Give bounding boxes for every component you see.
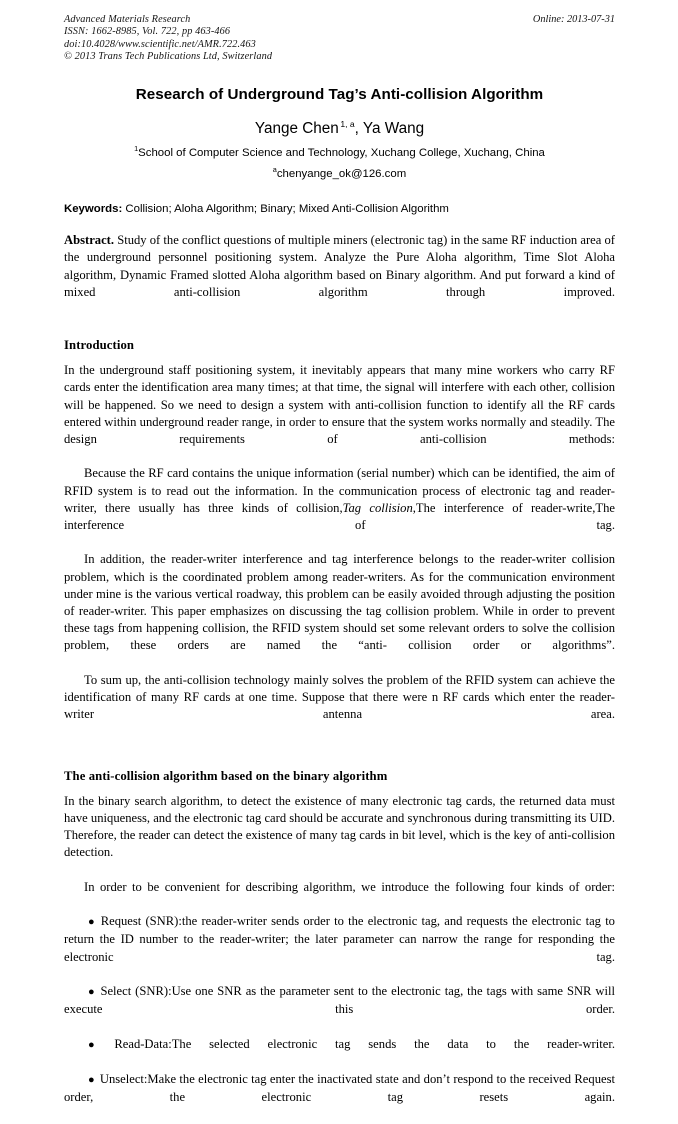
intro-paragraph-2	[64, 465, 615, 551]
bullet-icon: ●	[88, 1073, 95, 1086]
email-address: chenyange_ok@126.com	[276, 168, 407, 181]
affiliation-text: School of Computer Science and Technology, Xuchang College, Xuchang, China	[138, 147, 545, 160]
order-bullet-select	[64, 983, 615, 1036]
journal-copyright-line: © 2013 Trans Tech Publications Ltd, Switzerland	[64, 50, 273, 62]
order-bullet-select-text: Select (SNR):Use one SNR as the parameter sent to the electronic tag, the tags with same SNR will execute this order.	[64, 983, 615, 1017]
author-list	[64, 119, 615, 138]
binary-paragraph-2: In order to be convenient for describing algorithm, we introduce the following four kinds of order:	[84, 879, 615, 894]
intro-paragraph-4: To sum up, the anti-collision technology mainly solves the problem of the RFID system can achieve the identification of many RF cards at one time. Suppose that there were n RF cards which enter the reader-writer antenna area.	[64, 672, 615, 722]
keywords-label: Keywords:	[64, 203, 123, 216]
author-name-1: Yange Chen	[254, 120, 339, 138]
order-bullet-read-data-text: Read-Data:The selected electronic tag sends the data to the reader-writer.	[114, 1036, 615, 1051]
journal-header	[64, 14, 615, 63]
section-heading-introduction: Introduction	[64, 338, 135, 353]
section-heading-binary-algorithm: The anti-collision algorithm based on the binary algorithm	[64, 768, 388, 783]
bullet-icon: ●	[88, 1038, 110, 1051]
order-bullet-request	[64, 913, 615, 983]
abstract-label: Abstract.	[64, 233, 115, 248]
online-publication-date: Online: 2013-07-31	[532, 14, 615, 25]
keywords-text: Collision; Aloha Algorithm; Binary; Mixed Anti-Collision Algorithm	[122, 203, 449, 216]
author-name-2: Ya Wang	[362, 120, 425, 138]
email-line	[64, 167, 615, 181]
email-marker: a	[272, 165, 277, 175]
journal-header-left	[64, 14, 464, 63]
abstract-paragraph	[64, 232, 615, 318]
affiliation-marker: 1	[134, 144, 139, 154]
abstract-text: Study of the conflict questions of multiple miners (electronic tag) in the same RF induction area of the underground personnel positioning system. Analyze the Pure Aloha algorithm, Time Slot Aloha algorithm, Dynamic Framed slotted Aloha algorithm based on Binary algorithm. And put forward a kind of mixed anti-collision algorithm through improved.	[64, 233, 615, 299]
intro-paragraph-1: In the underground staff positioning system, it inevitably appears that many mine workers who carry RF cards enter the identification area many times; at that time, the signal will interfere with each other, collision will be happened. So we need to design a system with anti-collision function to identify all the RF cards entered within underground reader range, in order to ensure that the system works normally and steadily. The design requirements of anti-collision methods:	[64, 363, 615, 447]
bullet-icon: ●	[88, 985, 96, 998]
author-separator: ,	[354, 120, 363, 138]
affiliation-line	[64, 146, 615, 160]
intro-paragraph-3: In addition, the reader-writer interference and tag interference belongs to the reader-writer collision problem, which is the coordinated problem among reader-writers. As for the communication environment under mine is the various vertical roadway, this problem can be easily avoided through adjusting the position of reader-writer. This paper emphasizes on discussing the tag collision problem. While in order to prevent these tags from happening collision, the RFID system should set some relevant orders to solve the collision problem, these orders are named the “anti- collision order or algorithms”.	[64, 552, 615, 653]
author-1-affiliation-marker: 1, a	[340, 119, 355, 130]
order-bullet-unselect	[64, 1071, 615, 1124]
journal-issn-line: ISSN: 1662-8985, Vol. 722, pp 463-466	[64, 26, 231, 38]
journal-doi-line: doi:10.4028/www.scientific.net/AMR.722.463	[64, 38, 256, 50]
bullet-icon: ●	[88, 916, 96, 929]
keywords-line	[64, 202, 615, 216]
order-bullet-request-text: Request (SNR):the reader-writer sends order to the electronic tag, and requests the electronic tag to return the ID number to the reader-writer; the later parameter can narrow the range for responding the electronic tag.	[64, 914, 615, 964]
page-title: Research of Underground Tag’s Anti-collision Algorithm	[135, 86, 544, 104]
intro-italic-phrase: Tag collision	[342, 500, 413, 515]
intro-paragraph-2-tail: ,The interference of reader-write,The interference of tag.	[64, 500, 615, 533]
order-bullet-unselect-text: Unselect:Make the electronic tag enter the inactivated state and don’t respond to the received Request order, the electronic tag resets again.	[64, 1071, 615, 1105]
journal-name: Advanced Materials Research	[64, 14, 191, 25]
binary-paragraph-1: In the binary search algorithm, to detect the existence of many electronic tag cards, the returned data must have uniqueness, and the electronic tag card should be accurate and synchronous during transmitting its UID. Therefore, the reader can detect the existence of many tag cards in bit level, which is the key of anti-collision detection.	[64, 793, 615, 860]
order-bullet-read-data	[64, 1036, 615, 1071]
intro-paragraph-2-head: Because the RF card contains the unique information (serial number) which can be identified, the aim of RFID system is to read out the information. In the communication process of electronic tag and reader-writer, there usually has three kinds of collision,	[64, 466, 615, 515]
